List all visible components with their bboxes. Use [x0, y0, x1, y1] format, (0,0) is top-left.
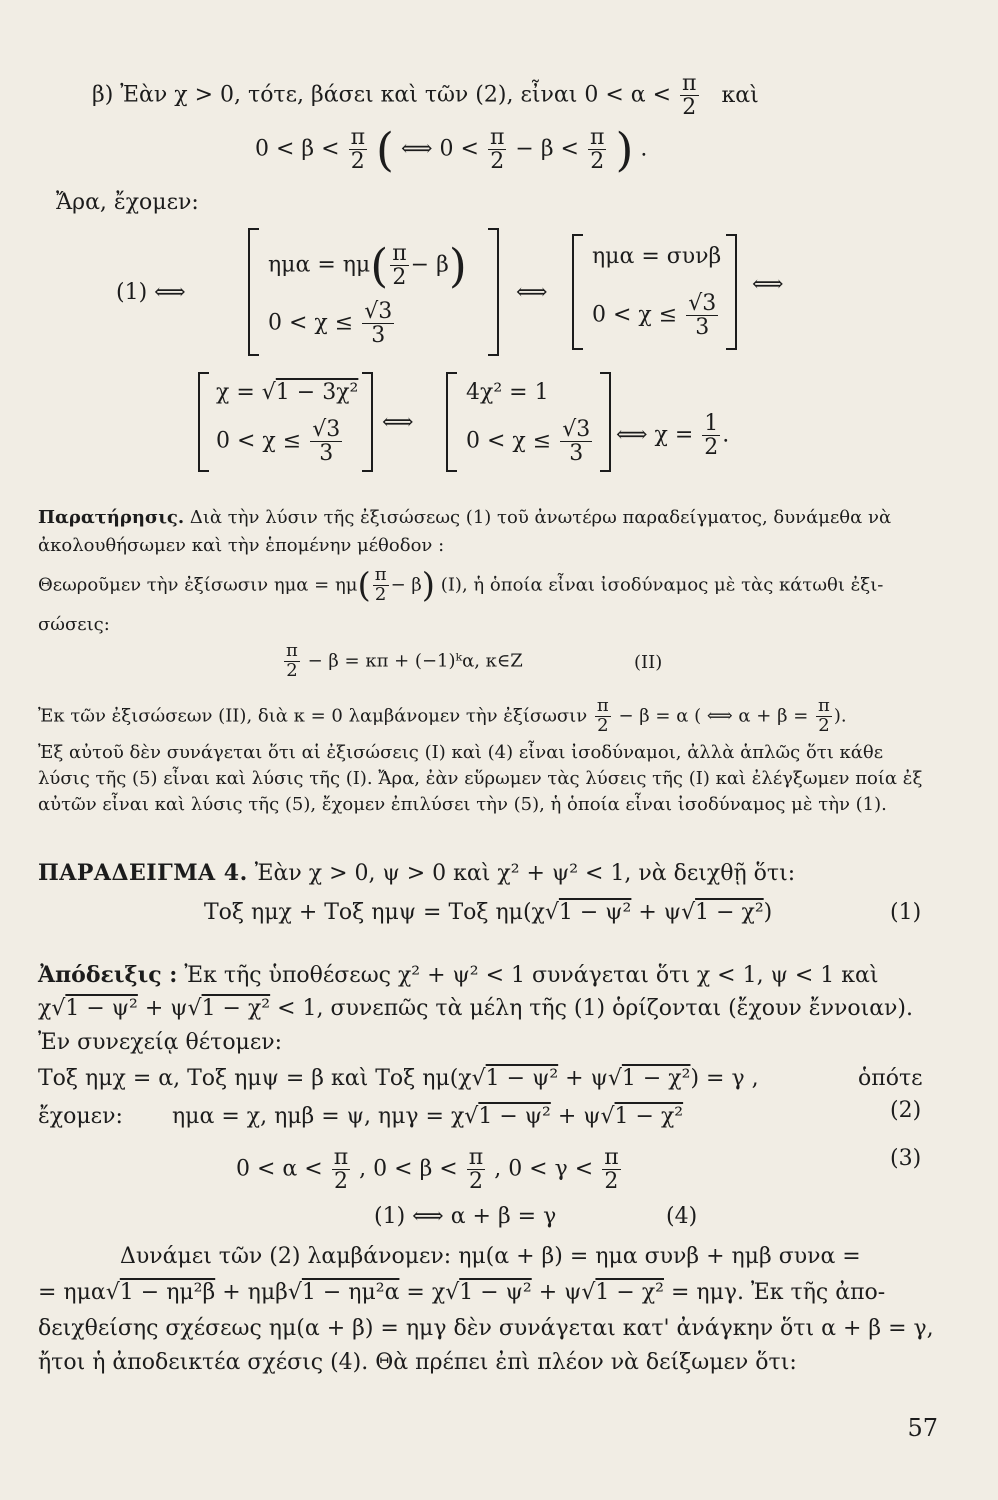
fraction [390, 242, 408, 289]
remark-line4: σώσεις: [38, 614, 110, 635]
part-b-line2 [255, 122, 648, 177]
fraction [349, 126, 367, 173]
eq-text: ημα = χ, ημβ = ψ, ημγ = χ√ [172, 1104, 479, 1129]
remark-line1 [38, 507, 891, 528]
part-b-line1 [92, 72, 759, 119]
frac-num: √3 [312, 417, 341, 442]
fraction [680, 72, 698, 119]
ineq-text: 0 < χ ≤ [592, 302, 678, 328]
fraction [284, 642, 300, 681]
page-number: 57 [907, 1414, 938, 1442]
bracket-left [248, 228, 259, 356]
eq-text: + ψ√ [531, 1280, 596, 1305]
remark-line6: Ἐξ αὐτοῦ δὲν συνάγεται ὅτι αἱ ἐξισώσεις (I) καὶ (4) εἶναι ἰσοδύναμοι, ἀλλὰ ἁπλῶς ὅτι κάθε [38, 742, 884, 763]
radicand: 1 − ημ²β [119, 1280, 216, 1305]
bracket-right [726, 234, 737, 350]
proof-text: < 1, συνεπῶς τὰ μέλη τῆς (1) ὁρίζονται (ἔχουν ἔννοιαν). [270, 996, 914, 1021]
ineq-text: 0 < χ ≤ [216, 428, 302, 454]
example-heading: ΠΑΡΑΔΕΙΓΜΑ 4. [38, 860, 248, 886]
proof-echomen: ἔχομεν: [38, 1104, 123, 1129]
radicand: 1 − ψ² [558, 900, 632, 925]
frac-den: 2 [490, 149, 505, 175]
eq-text: + ημβ√ [215, 1280, 302, 1305]
system2-row1 [216, 380, 358, 405]
radicand: 1 − ψ² [485, 1066, 559, 1091]
remark-text: ). [833, 705, 847, 727]
frac-den: 2 [374, 583, 387, 605]
period: . [640, 136, 648, 162]
proof-line10: δειχθείσης σχέσεως ημ(α + β) = ημγ δὲν συνάγεται κατ' ἀνάγκην ὅτι α + β = γ, [38, 1316, 934, 1341]
frac-den: 2 [597, 714, 609, 736]
radicand: 1 − 3χ² [275, 380, 359, 405]
frac-den: 2 [818, 714, 830, 736]
frac-den: 3 [695, 315, 710, 341]
frac-den: 2 [468, 1169, 483, 1195]
frac-den: 3 [569, 441, 584, 467]
proof-title: Ἀπόδειξις : [38, 962, 178, 988]
ineq-mid: − β < [515, 136, 579, 162]
bracket-right [488, 228, 499, 356]
frac-den: 2 [590, 149, 605, 175]
radicand: 1 − χ² [614, 1104, 684, 1129]
eq-label: (1) [890, 900, 922, 925]
fraction [332, 1146, 350, 1193]
iff-arrow: ⟺ [516, 280, 548, 305]
fraction [560, 418, 592, 465]
remark-line3 [38, 566, 883, 605]
ineq-beta: 0 < β < [255, 136, 340, 162]
paren-open: ( [357, 565, 371, 606]
remark-line5 [38, 697, 847, 736]
fraction [595, 697, 611, 736]
remark-equation [282, 642, 523, 681]
bracket-right [362, 372, 373, 472]
remark-text: (I), ἡ ὁποία εἶναι ἰσοδύναμος μὲ τὰς κάτωθι ἐξι- [440, 574, 884, 596]
frac-num: π [392, 241, 407, 266]
proof-line1 [38, 962, 879, 988]
system2-row3: 4χ² = 1 [466, 380, 549, 405]
ara-text: Ἄρα, ἔχομεν: [56, 190, 199, 215]
remark-text: − β = α ( ⟺ α + β = [618, 705, 809, 727]
example4-heading-line [38, 860, 795, 886]
eq-label: (II) [634, 652, 663, 673]
part-b-kai: καὶ [721, 82, 759, 108]
fraction [588, 126, 606, 173]
example4-equation [204, 900, 772, 925]
ineq-text: 0 < χ ≤ [466, 428, 552, 454]
fraction [816, 697, 832, 736]
proof-line3: Ἐν συνεχείᾳ θέτομεν: [38, 1030, 283, 1055]
eq-text: , 0 < γ < [494, 1156, 594, 1182]
frac-den: 2 [604, 1169, 619, 1195]
eq-label: (2) [890, 1098, 922, 1123]
eq-text: − β = κπ + (−1)ᵏα, κ∈Z [307, 650, 523, 672]
frac-num: π [590, 125, 605, 150]
system2-row2 [216, 418, 344, 465]
eq-text: χ = √ [216, 380, 276, 405]
proof-line7: (1) ⟺ α + β = γ [374, 1204, 557, 1229]
remark-line2: ἀκολουθήσωμεν καὶ τὴν ἑπομένην μέθοδον : [38, 535, 445, 556]
fraction [686, 292, 718, 339]
fraction [373, 566, 389, 605]
frac-den: 2 [350, 149, 365, 175]
radicand: 1 − χ² [201, 996, 271, 1021]
radicand: 1 − χ² [595, 1280, 664, 1305]
eq-text: ) = γ , [690, 1066, 759, 1091]
eq-label: (3) [890, 1146, 922, 1171]
proof-line6 [236, 1146, 623, 1193]
frac-num: √3 [364, 299, 393, 324]
proof-text: Ἐκ τῆς ὑποθέσεως χ² + ψ² < 1 συνάγεται ὅτι χ < 1, ψ < 1 καὶ [184, 963, 879, 988]
bracket-right [600, 372, 611, 472]
eq-text: = ημγ. Ἐκ τῆς ἀπο- [664, 1280, 886, 1305]
radicand: 1 − ψ² [478, 1104, 551, 1129]
frac-num: 1 [704, 411, 719, 436]
eq-text: + ψ√ [550, 1104, 615, 1129]
iff-arrow: ⟺ [752, 272, 784, 297]
frac-den: 3 [371, 323, 386, 349]
radicand: 1 − χ² [621, 1066, 691, 1091]
frac-den: 2 [392, 265, 407, 291]
example-statement: Ἐὰν χ > 0, ψ > 0 καὶ χ² + ψ² < 1, νὰ δειχθῇ ὅτι: [254, 861, 796, 886]
remark-text: Διὰ τὴν λύσιν τῆς ἐξισώσεως (1) τοῦ ἀνωτέρω παραδείγματος, δυνάμεθα νὰ [189, 507, 892, 528]
frac-den: 2 [682, 95, 697, 121]
frac-num: π [682, 71, 697, 96]
frac-num: π [818, 695, 830, 716]
frac-num: π [468, 1145, 484, 1170]
frac-num: π [596, 695, 609, 716]
system1-row2 [268, 300, 396, 347]
eq-text: χ√ [38, 996, 66, 1021]
radicand: 1 − ψ² [65, 996, 138, 1021]
radicand: 1 − ημ²α [301, 1280, 400, 1305]
paren-close: ) [421, 565, 436, 606]
fraction [362, 300, 394, 347]
eq-text: ) [763, 900, 773, 925]
fraction [488, 126, 506, 173]
remark-line7: λύσις τῆς (5) εἶναι καὶ λύσις τῆς (I). Ἄρα, ἐὰν εὕρωμεν τὰς λύσεις τῆς (I) καὶ ἐλέγξωμεν ποία ἐξ [38, 768, 923, 789]
system1-row1 [268, 238, 467, 293]
proof-line11: ἤτοι ἡ ἀποδεικτέα σχέσις (4). Θὰ πρέπει ἐπὶ πλέον νὰ δείξωμεν ὅτι: [38, 1350, 797, 1375]
system2-result [616, 412, 729, 459]
paren-open: ( [370, 238, 389, 293]
radicand: 1 − ψ² [459, 1280, 532, 1305]
frac-den: 2 [286, 659, 298, 681]
frac-den: 3 [319, 441, 334, 467]
eq-text: 0 < α < [236, 1156, 323, 1182]
proof-line9 [38, 1280, 885, 1305]
eq-text: Τοξ ημχ + Τοξ ημψ = Τοξ ημ(χ√ [204, 900, 559, 925]
eq-text: + ψ√ [631, 900, 696, 925]
remark-title: Παρατήρησις. [38, 507, 185, 528]
eq-text: = ημα√ [38, 1280, 120, 1305]
ineq-text: 0 < χ ≤ [268, 310, 354, 336]
fraction [702, 412, 720, 459]
paren-close: ) [615, 122, 634, 177]
bracket-left [572, 234, 583, 350]
proof-hopote: ὁπότε [858, 1066, 923, 1091]
frac-num: π [489, 125, 505, 150]
proof-line2 [38, 996, 913, 1021]
proof-line8: Δυνάμει τῶν (2) λαμβάνομεν: ημ(α + β) = ημα συνβ + ημβ συνα = [120, 1244, 861, 1269]
frac-den: 2 [333, 1169, 348, 1195]
remark-line8: αὐτῶν εἶναι καὶ λύσις τῆς (5), ἔχομεν ἐπιλύσει τὴν (5), ἡ ὁποία εἶναι ἰσοδύναμος μὲ τὴν (1). [38, 794, 887, 815]
remark-text: Θεωροῦμεν τὴν ἐξίσωσιν ημα = ημ [38, 574, 358, 596]
frac-num: π [350, 125, 366, 150]
paren-close: ) [448, 238, 467, 293]
result-text: ⟺ χ = [616, 422, 694, 448]
eq-text: ημα = ημ [268, 252, 371, 278]
part-b-text: β) Ἐὰν χ > 0, τότε, βάσει καὶ τῶν (2), εἶναι 0 < α < [92, 82, 672, 108]
eq-text: = χ√ [399, 1280, 460, 1305]
eq-text: Τοξ ημχ = α, Τοξ ημψ = β καὶ Τοξ ημ(χ√ [38, 1066, 486, 1091]
frac-num: π [374, 564, 387, 585]
iff-text: ⟺ 0 < [400, 136, 479, 162]
eq-text: + ψ√ [558, 1066, 622, 1091]
proof-line5 [172, 1104, 683, 1129]
radicand: 1 − χ² [695, 900, 764, 925]
paren-open: ( [376, 122, 394, 177]
bracket-left [446, 372, 457, 472]
proof-line4 [38, 1066, 759, 1091]
eq-text: + ψ√ [137, 996, 202, 1021]
frac-num: π [604, 1145, 619, 1170]
fraction [467, 1146, 485, 1193]
system1-row3: ημα = συνβ [592, 244, 722, 269]
fraction [602, 1146, 620, 1193]
system1-row4 [592, 292, 720, 339]
frac-den: 2 [704, 435, 719, 461]
eq-text: − β [410, 252, 449, 278]
frac-num: π [286, 640, 298, 661]
eq-label: (4) [666, 1204, 698, 1229]
fraction [310, 418, 342, 465]
system2-row4 [466, 418, 594, 465]
frac-num: √3 [688, 291, 717, 316]
frac-num: √3 [562, 417, 591, 442]
remark-text: − β [390, 574, 422, 596]
system1-label: (1) ⟺ [116, 280, 186, 305]
eq-text: , 0 < β < [359, 1156, 458, 1182]
period: . [722, 422, 730, 448]
remark-text: Ἐκ τῶν ἐξισώσεων (II), διὰ κ = 0 λαμβάνομεν τὴν ἐξίσωσιν [38, 705, 588, 727]
frac-num: π [333, 1145, 349, 1170]
iff-arrow: ⟺ [382, 410, 414, 435]
bracket-left [198, 372, 209, 472]
